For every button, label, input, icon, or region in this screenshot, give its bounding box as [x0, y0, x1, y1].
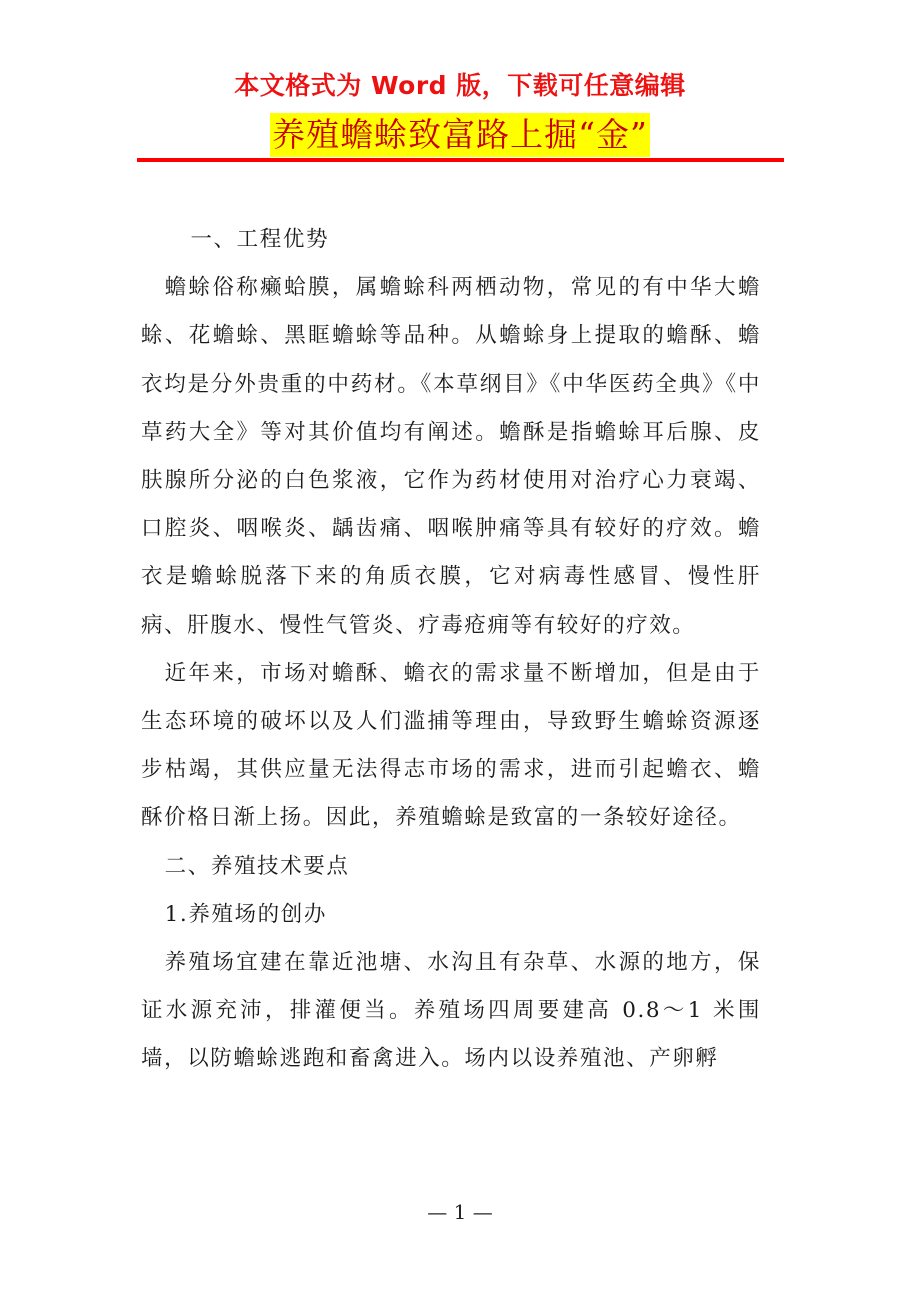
page-number: — 1 —: [427, 1200, 493, 1224]
document-title: 养殖蟾蜍致富路上掘“金”: [270, 113, 650, 157]
paragraph: 蟾蜍俗称癞蛤膜，属蟾蜍科两栖动物，常见的有中华大蟾蜍、花蟾蜍、黑眶蟾蜍等品种。从蟾蜍身上提取的蟾酥、蟾衣均是分外贵重的中药材。《本草纲目》《中华医药全典》《中草药大全》等对其价值均有阐述。蟾酥是指蟾蜍耳后腺、皮肤腺所分泌的白色浆液，它作为药材使用对治疗心力衰竭、口腔炎、咽喉炎、龋齿痛、咽喉肿痛等具有较好的疗效。蟾衣是蟾蜍脱落下来的角质衣膜，它对病毒性感冒、慢性肝病、肝腹水、慢性气管炎、疗毒疮痈等有较好的疗效。: [141, 275, 761, 638]
subsection-heading: 1.养殖场的创办: [164, 901, 327, 927]
paragraph: 近年来，市场对蟾酥、蟾衣的需求量不断增加，但是由于生态环境的破坏以及人们滥捕等理由，导致野生蟾蜍资源逐步枯竭，其供应量无法得志市场的需求，进而引起蟾衣、蟾酥价格日渐上扬。因此，养殖蟾蜍是致富的一条较好途径。: [141, 660, 761, 831]
paragraph: 养殖场宜建在靠近池塘、水沟且有杂草、水源的地方，保证水源充沛，排灌便当。养殖场四周要建高 0.8～1 米围墙，以防蟾蜍逃跑和畜禽进入。场内以设养殖池、产卵孵: [141, 950, 761, 1072]
download-banner: 本文格式为 Word 版，下载可任意编辑: [234, 71, 686, 100]
section-heading-1: 一、工程优势: [190, 227, 330, 252]
document-body: [141, 216, 761, 1084]
title-divider: [137, 158, 784, 162]
section-heading-2: 二、养殖技术要点: [164, 853, 350, 879]
title-container: [0, 113, 920, 157]
